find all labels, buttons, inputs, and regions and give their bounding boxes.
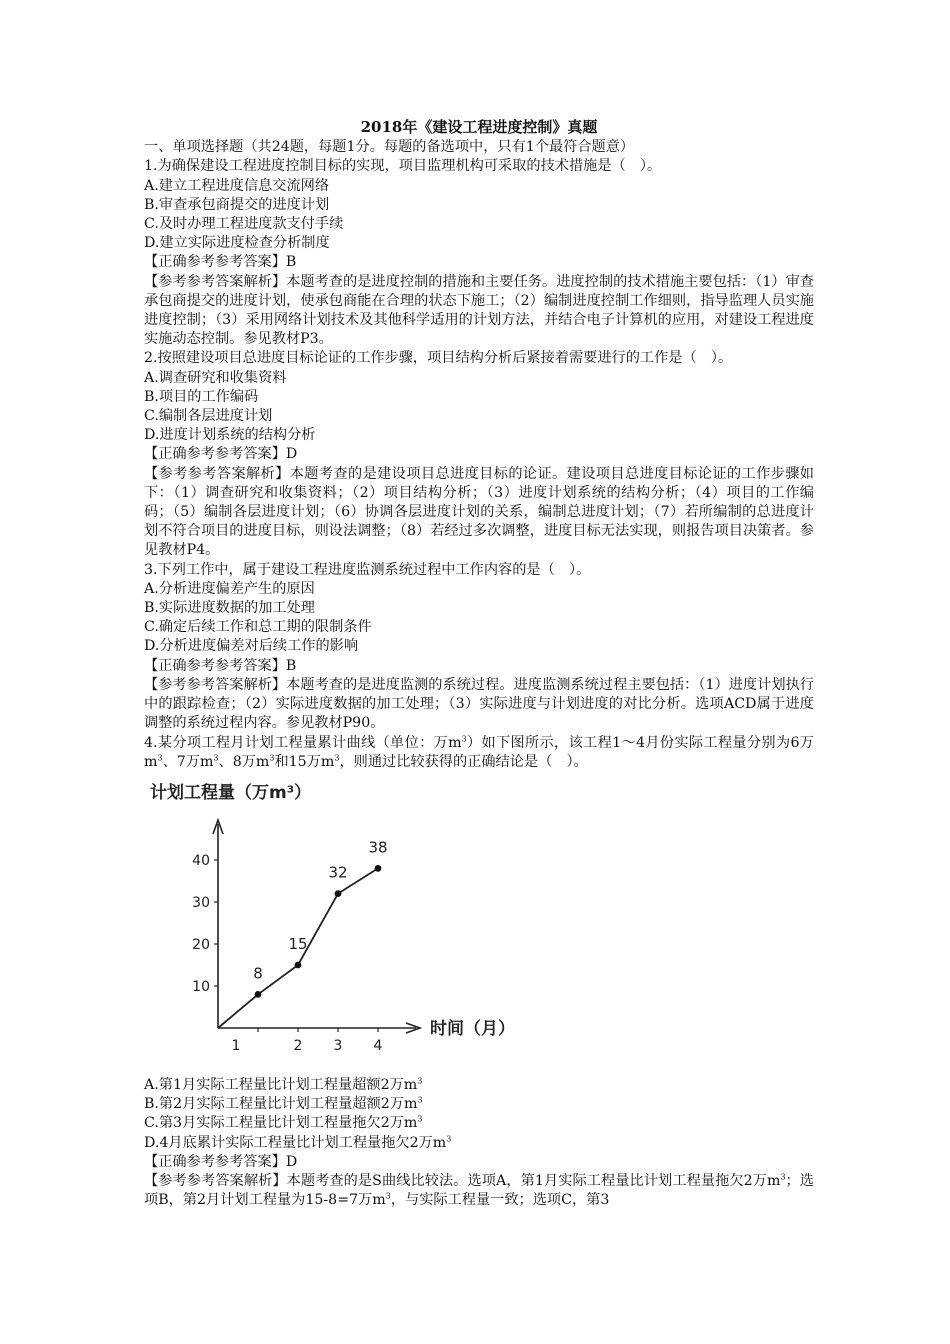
x-tick-label: 3: [333, 1037, 343, 1054]
question-stem: 1.为确保建设工程进度控制目标的实现，项目监理机构可采取的技术措施是（ ）。: [144, 158, 662, 175]
section-heading: 一、单项选择题（共24题，每题1分。每题的备选项中，只有1个最符合题意）: [144, 139, 635, 156]
x-axis-label: 时间（月）: [430, 1018, 515, 1039]
answer: 【正确参考参考答案】B: [144, 657, 297, 674]
analysis: 【参考参考答案解析】本题考查的是进度控制的措施和主要任务。进度控制的技术措施主要包括：（1）审查承包商提交的进度计划，使承包商能在合理的状态下施工；（2）编制进度控制工作细则，指导监理人员实施进度控制；（3）采用网络计划技术及其他科学适用的计划方法，并结合电子计算机的应用，对建设工程进度实施动态控制。参见教材P3。: [144, 273, 814, 348]
y-tick-label: 10: [192, 978, 210, 995]
x-tick-label: 4: [373, 1037, 383, 1054]
option-c: C.确定后续工作和总工期的限制条件: [144, 619, 372, 636]
data-point: [295, 962, 302, 969]
option-d: D.建立实际进度检查分析制度: [144, 235, 330, 252]
analysis: 【参考参考答案解析】本题考查的是S曲线比较法。选项A，第1月实际工程量比计划工程量拖欠2万$m^3$；选项B，第2月计划工程量为15-8=7万$m^3$，与实际工程量一致；选项C，第3: [144, 1172, 814, 1209]
x-tick-label: 2: [293, 1037, 303, 1054]
option-c: C.编制各层进度计划: [144, 408, 273, 425]
data-point: [375, 865, 382, 872]
y-axis-label: 计划工程量（万m³）: [150, 782, 312, 803]
option-d: D.4月底累计实际工程量比计划工程量拖欠2万$m^3$: [144, 1133, 452, 1151]
question-3: [144, 561, 814, 734]
question-stem: 2.按照建设项目总进度目标论证的工作步骤，项目结构分析后紧接着需要进行的工作是（ ）。: [144, 350, 733, 367]
option-b: B.审查承包商提交的进度计划: [144, 196, 330, 213]
option-c: C.第3月实际工程量比计划工程量拖欠2万$m^3$: [144, 1114, 423, 1132]
analysis: 【参考参考答案解析】本题考查的是进度监测的系统过程。进度监测系统过程主要包括：（1）进度计划执行中的跟踪检查；（2）实际进度数据的加工处理；（3）实际进度与计划进度的对比分析。选项ACD属于进度调整的系统过程内容。参见教材P90。: [144, 676, 814, 732]
chart-svg: [144, 774, 515, 1074]
y-tick-label: 40: [192, 852, 210, 869]
answer: 【正确参考参考答案】B: [144, 254, 297, 271]
cumulative-curve-chart: [144, 774, 515, 1074]
option-b: B.项目的工作编码: [144, 388, 259, 405]
analysis: 【参考参考答案解析】本题考查的是建设项目总进度目标的论证。建设项目总进度目标论证的工作步骤如下：（1）调查研究和收集资料；（2）项目结构分析；（3）进度计划系统的结构分析；（4）项目的工作编码；（5）编制各层进度计划；（6）协调各层进度计划的关系，编制总进度计划；（7）若所编制的总进度计划不符合项目的进度目标，则设法调整；（8）若经过多次调整，进度目标无法实现，则报告项目决策者。参见教材P4。: [144, 465, 814, 559]
option-a: A.分析进度偏差产生的原因: [144, 580, 315, 597]
data-label: 8: [253, 964, 263, 983]
question-stem: 4.某分项工程月计划工程量累计曲线（单位：万$m^3$）如下图所示，该工程1～4月份实际工程量分别为6万$m^3$、7万$m^3$、8万$m^3$和15万$m^3$，则通过比较获得的正确结论是（ ）。: [144, 733, 814, 770]
data-label: 15: [288, 934, 308, 953]
data-label: 38: [368, 838, 388, 857]
document-page: [144, 118, 814, 1210]
question-1: [144, 157, 814, 349]
option-b: B.第2月实际工程量比计划工程量超额2万$m^3$: [144, 1095, 423, 1113]
option-a: A.第1月实际工程量比计划工程量超额2万$m^3$: [144, 1076, 423, 1093]
option-d: D.分析进度偏差对后续工作的影响: [144, 638, 359, 655]
option-b: B.实际进度数据的加工处理: [144, 600, 315, 617]
option-c: C.及时办理工程进度款支付手续: [144, 216, 344, 233]
x-tick-label: 1: [231, 1037, 241, 1054]
question-4: [144, 734, 814, 1211]
answer: 【正确参考参考答案】D: [144, 446, 298, 463]
data-point: [255, 991, 262, 998]
y-tick-label: 20: [192, 936, 210, 953]
answer: 【正确参考参考答案】D: [144, 1153, 298, 1170]
option-a: A.建立工程进度信息交流网络: [144, 177, 330, 194]
question-2: [144, 349, 814, 560]
document-title: 2018年《建设工程进度控制》真题: [360, 118, 598, 136]
data-point: [335, 890, 342, 897]
y-tick-label: 30: [192, 894, 210, 911]
data-label: 32: [328, 863, 348, 882]
question-stem: 3.下列工作中，属于建设工程进度监测系统过程中工作内容的是（ ）。: [144, 561, 591, 578]
option-d: D.进度计划系统的结构分析: [144, 427, 316, 444]
option-a: A.调查研究和收集资料: [144, 369, 287, 386]
